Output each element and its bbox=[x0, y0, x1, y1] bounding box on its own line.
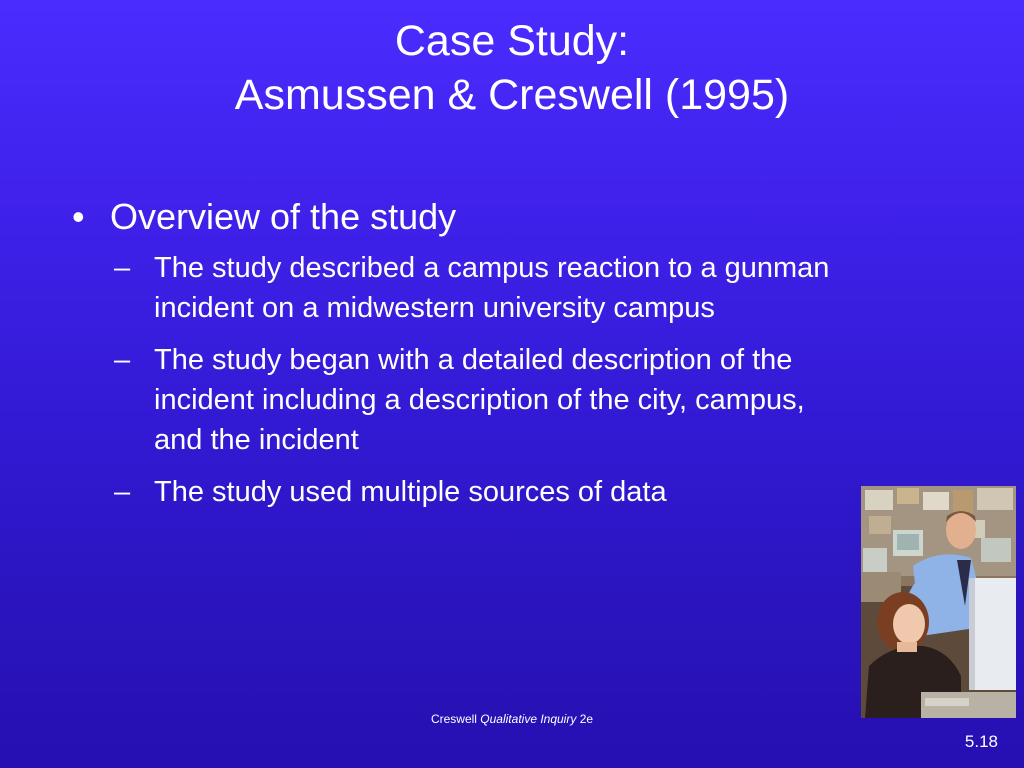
slide-body bbox=[72, 196, 832, 524]
classroom-photo-icon bbox=[861, 486, 1016, 718]
slide-footer bbox=[0, 712, 1024, 726]
footer-edition: 2e bbox=[579, 712, 594, 726]
bullet-text: Overview of the study bbox=[110, 196, 457, 237]
sub-bullet-marker: – bbox=[114, 252, 131, 284]
sub-bullet-list bbox=[72, 248, 832, 512]
sub-bullet-item bbox=[114, 472, 834, 512]
slide-title-line2: Asmussen & Creswell (1995) bbox=[234, 71, 790, 119]
bullet-marker: • bbox=[72, 196, 85, 237]
sub-bullet-text: The study described a campus reaction to a gunman incident on a midwestern university campus bbox=[154, 252, 830, 324]
sub-bullet-item bbox=[114, 248, 834, 328]
sub-bullet-marker: – bbox=[114, 476, 131, 508]
sub-bullet-text: The study began with a detailed description of the incident including a description of the city, campus, and the incident bbox=[154, 344, 805, 456]
footer-author: Creswell bbox=[430, 712, 477, 726]
slide-title-line1: Case Study: bbox=[394, 17, 630, 65]
footer-book-title: Qualitative Inquiry bbox=[480, 712, 577, 726]
bullet-overview bbox=[72, 196, 832, 238]
sub-bullet-marker: – bbox=[114, 344, 131, 376]
page-number: 5.18 bbox=[964, 732, 998, 751]
sub-bullet-item bbox=[114, 340, 834, 460]
sub-bullet-text: The study used multiple sources of data bbox=[154, 476, 667, 508]
slide-title bbox=[0, 14, 1024, 122]
